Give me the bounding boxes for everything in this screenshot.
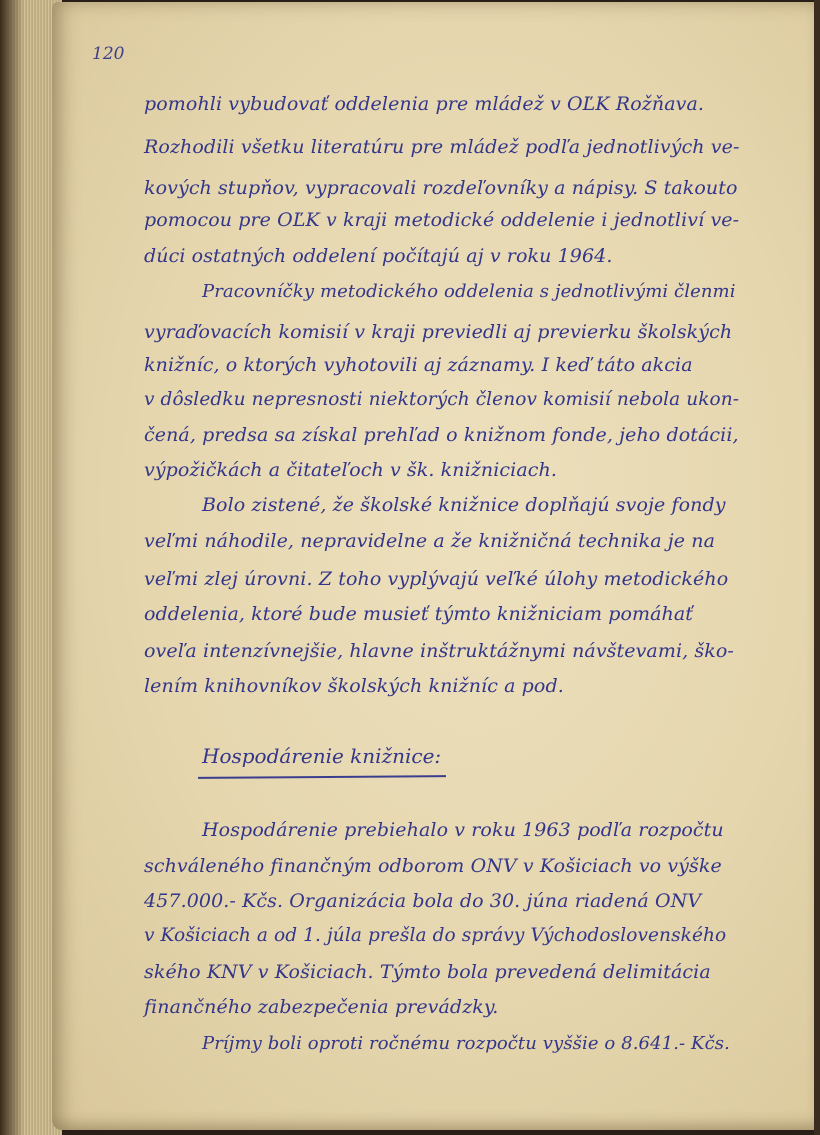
text-line: veľmi zlej úrovni. Z toho vyplývajú veľké úlohy metodického	[144, 568, 729, 590]
text-line: v dôsledku nepresnosti niektorých členov komisií nebola ukon-	[144, 389, 740, 410]
text-line: veľmi náhodile, nepravidelne a že knižničná technika je na	[144, 530, 716, 552]
text-line: Bolo zistené, že školské knižnice doplňajú svoje fondy	[202, 494, 726, 516]
page-edge-right	[814, 0, 820, 1135]
text-line: dúci ostatných oddelení počítajú aj v roku 1964.	[144, 245, 613, 267]
text-line: pomocou pre OĽK v kraji metodické oddelenie i jednotliví ve-	[144, 209, 740, 231]
text-line: knižníc, o ktorých vyhotovili aj záznamy. I keď táto akcia	[144, 354, 693, 376]
binding-shadow	[0, 0, 24, 1135]
text-line: v Košiciach a od 1. júla prešla do správy Východoslovenského	[144, 925, 727, 946]
text-line: Príjmy boli oproti ročnému rozpočtu vyššie o 8.641.- Kčs.	[202, 1033, 730, 1054]
text-line: ského KNV v Košiciach. Týmto bola prevedená delimitácia	[144, 961, 711, 983]
text-line: schváleného finančným odborom ONV v Košiciach vo výške	[144, 855, 722, 877]
text-line: 457.000.- Kčs. Organizácia bola do 30. júna riadená ONV	[144, 890, 702, 912]
text-line: finančného zabezpečenia prevádzky.	[144, 996, 499, 1018]
text-line: Pracovníčky metodického oddelenia s jednotlivými členmi	[202, 281, 736, 302]
text-line: kových stupňov, vypracovali rozdeľovníky a nápisy. S takouto	[144, 177, 738, 199]
text-line: pomohli vybudovať oddelenia pre mládež v OĽK Rožňava.	[144, 93, 705, 115]
text-line: Hospodárenie prebiehalo v roku 1963 podľa rozpočtu	[202, 819, 724, 841]
text-line: výpožičkách a čitateľoch v šk. knižniciach.	[144, 459, 557, 481]
section-heading: Hospodárenie knižnice:	[202, 744, 442, 768]
page-number: 120	[92, 44, 125, 64]
text-line: vyraďovacích komisií v kraji previedli aj previerku školských	[144, 321, 733, 343]
text-line: Rozhodili všetku literatúru pre mládež podľa jednotlivých ve-	[144, 136, 740, 158]
text-line: oveľa intenzívnejšie, hlavne inštruktážnymi návštevami, ško-	[144, 640, 734, 662]
text-line: čená, predsa sa získal prehľad o knižnom fonde, jeho dotácii,	[144, 424, 739, 446]
text-line: lením knihovníkov školských knižníc a pod.	[144, 675, 564, 697]
text-line: oddelenia, ktoré bude musieť týmto knižniciam pomáhať	[144, 603, 694, 625]
